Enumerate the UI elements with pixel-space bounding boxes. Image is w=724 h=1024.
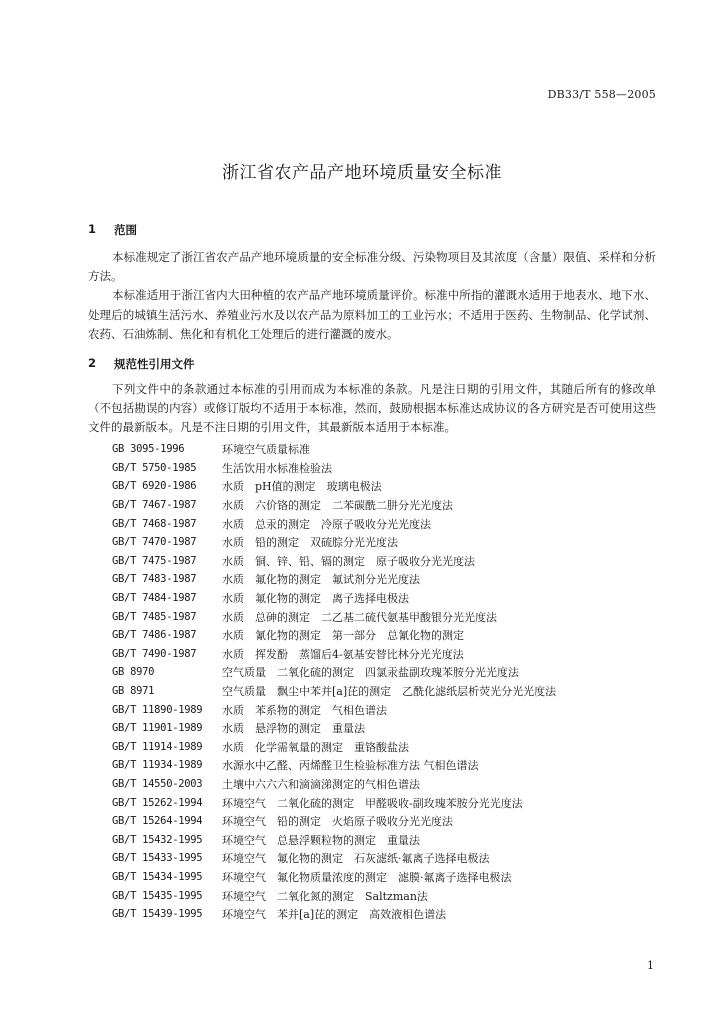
reference-code: GB/T 6920-1986 — [112, 480, 197, 493]
reference-item — [112, 514, 672, 533]
reference-code: GB/T 7490-1987 — [112, 647, 197, 660]
document-title: 浙江省农产品产地环境质量安全标准 — [222, 163, 502, 183]
reference-name: 环境空气 铅的测定 火焰原子吸收分光光度法 — [222, 815, 453, 829]
reference-item — [112, 607, 672, 626]
reference-code: GB/T 15439-1995 — [112, 908, 203, 921]
section-normative-references — [88, 356, 656, 372]
reference-item — [112, 719, 672, 738]
reference-item — [112, 886, 672, 905]
reference-item — [112, 682, 672, 701]
reference-code: GB/T 5750-1985 — [112, 461, 197, 474]
reference-code: GB/T 11890-1989 — [112, 703, 203, 716]
reference-code: GB/T 15435-1995 — [112, 889, 203, 902]
reference-name: 环境空气 苯并[a]芘的测定 高效液相色谱法 — [222, 908, 447, 922]
reference-name: 水质 化学需氧量的测定 重铬酸盐法 — [222, 740, 409, 754]
standard-code: DB33/T 558—2005 — [547, 88, 656, 101]
section-scope-body — [88, 248, 656, 344]
reference-name: 水质 挥发酚 蒸馏后4-氨基安替比林分光光度法 — [222, 647, 464, 661]
reference-item — [112, 589, 672, 608]
section-heading — [88, 222, 656, 238]
reference-code: GB/T 7467-1987 — [112, 499, 197, 512]
reference-name: 环境空气 氟化物质量浓度的测定 滤膜·氟离子选择电极法 — [222, 870, 512, 884]
reference-code: GB/T 14550-2003 — [112, 777, 203, 790]
reference-name: 空气质量 飘尘中苯并[a]芘的测定 乙酰化滤纸层析荧光分光光度法 — [222, 685, 557, 699]
reference-name: 水质 pH值的测定 玻璃电极法 — [222, 480, 382, 494]
reference-item — [112, 868, 672, 887]
section-title: 范围 — [114, 223, 137, 237]
paragraph: 本标准适用于浙江省内大田种植的农产品产地环境质量评价。标准中所指的灌溉水适用于地表水、地下水、处理后的城镇生活污水、养殖业污水及以农产品为原料加工的工业污水；不适用于医药、生物制品、化学试剂、农药、石油炼制、焦化和有机化工处理后的进行灌溉的废水。 — [88, 288, 656, 341]
reference-code: GB/T 15432-1995 — [112, 833, 203, 846]
reference-code: GB/T 7468-1987 — [112, 517, 197, 530]
reference-code: GB/T 7483-1987 — [112, 573, 197, 586]
reference-code: GB/T 15262-1994 — [112, 796, 203, 809]
reference-item — [112, 552, 672, 571]
reference-item — [112, 459, 672, 478]
reference-name: 环境空气 总悬浮颗粒物的测定 重量法 — [222, 833, 420, 847]
reference-code: GB/T 7485-1987 — [112, 610, 197, 623]
reference-item — [112, 477, 672, 496]
reference-item — [112, 700, 672, 719]
reference-item — [112, 440, 672, 459]
reference-name: 水质 氟化物的测定 氟试剂分光光度法 — [222, 573, 420, 587]
reference-code: GB/T 7475-1987 — [112, 554, 197, 567]
reference-name: 水质 悬浮物的测定 重量法 — [222, 722, 365, 736]
reference-item — [112, 570, 672, 589]
reference-code: GB/T 15433-1995 — [112, 852, 203, 865]
reference-name: 水质 六价铬的测定 二苯碳酰二肼分光光度法 — [222, 499, 453, 513]
reference-item — [112, 645, 672, 664]
section-title: 规范性引用文件 — [114, 357, 195, 371]
reference-code: GB/T 7484-1987 — [112, 592, 197, 605]
reference-name: 水质 苯系物的测定 气相色谱法 — [222, 703, 387, 717]
reference-code: GB/T 7486-1987 — [112, 629, 197, 642]
section-normative-references-body — [88, 380, 656, 438]
reference-item — [112, 905, 672, 924]
reference-code: GB/T 11901-1989 — [112, 722, 203, 735]
reference-list — [112, 440, 672, 923]
section-number: 2 — [88, 356, 97, 370]
reference-name: 环境空气 二氧化氮的测定 Saltzman法 — [222, 889, 428, 903]
reference-code: GB 3095-1996 — [112, 443, 185, 456]
reference-name: 水质 氰化物的测定 第一部分 总氰化物的测定 — [222, 629, 464, 643]
reference-name: 生活饮用水标准检验法 — [222, 461, 332, 475]
reference-item — [112, 738, 672, 757]
section-heading — [88, 356, 656, 372]
reference-item — [112, 663, 672, 682]
paragraph: 本标准规定了浙江省农产品产地环境质量的安全标准分级、污染物项目及其浓度（含量）限值、采样和分析方法。 — [88, 250, 656, 284]
page-number: 1 — [647, 959, 654, 972]
reference-code: GB/T 11914-1989 — [112, 740, 203, 753]
section-scope — [88, 222, 656, 238]
reference-item — [112, 533, 672, 552]
reference-item — [112, 793, 672, 812]
reference-name: 环境空气质量标准 — [222, 443, 310, 457]
reference-item — [112, 775, 672, 794]
reference-name: 水质 铅的测定 双硫腙分光光度法 — [222, 536, 398, 550]
reference-code: GB/T 7470-1987 — [112, 536, 197, 549]
reference-item — [112, 756, 672, 775]
reference-name: 水质 总砷的测定 二乙基二硫代氨基甲酸银分光光度法 — [222, 610, 497, 624]
reference-code: GB/T 15264-1994 — [112, 815, 203, 828]
reference-item — [112, 626, 672, 645]
paragraph: 下列文件中的条款通过本标准的引用而成为本标准的条款。凡是注日期的引用文件，其随后所有的修改单（不包括勘误的内容）或修订版均不适用于本标准，然而，鼓励根据本标准达成协议的各方研究是否可使用这些文件的最新版本。凡是不注日期的引用文件，其最新版本适用于本标准。 — [88, 382, 656, 435]
reference-name: 空气质量 二氧化硫的测定 四氯汞盐副玫瑰苯胺分光光度法 — [222, 666, 519, 680]
reference-item — [112, 812, 672, 831]
reference-name: 水源水中乙醛、丙烯醛卫生检验标准方法 气相色谱法 — [222, 759, 479, 773]
reference-name: 水质 氟化物的测定 离子选择电极法 — [222, 592, 409, 606]
reference-code: GB/T 15434-1995 — [112, 870, 203, 883]
reference-item — [112, 830, 672, 849]
reference-name: 水质 总汞的测定 冷原子吸收分光光度法 — [222, 517, 431, 531]
reference-name: 水质 铜、锌、铅、镉的测定 原子吸收分光光度法 — [222, 554, 475, 568]
reference-code: GB/T 11934-1989 — [112, 759, 203, 772]
reference-item — [112, 849, 672, 868]
reference-name: 环境空气 氟化物的测定 石灰滤纸·氟离子选择电极法 — [222, 852, 490, 866]
reference-code: GB 8970 — [112, 666, 155, 679]
reference-code: GB 8971 — [112, 685, 155, 698]
reference-name: 土壤中六六六和滴滴涕测定的气相色谱法 — [222, 777, 420, 791]
reference-name: 环境空气 二氧化硫的测定 甲醛吸收-副玫瑰苯胺分光光度法 — [222, 796, 523, 810]
section-number: 1 — [88, 222, 97, 236]
reference-item — [112, 496, 672, 515]
